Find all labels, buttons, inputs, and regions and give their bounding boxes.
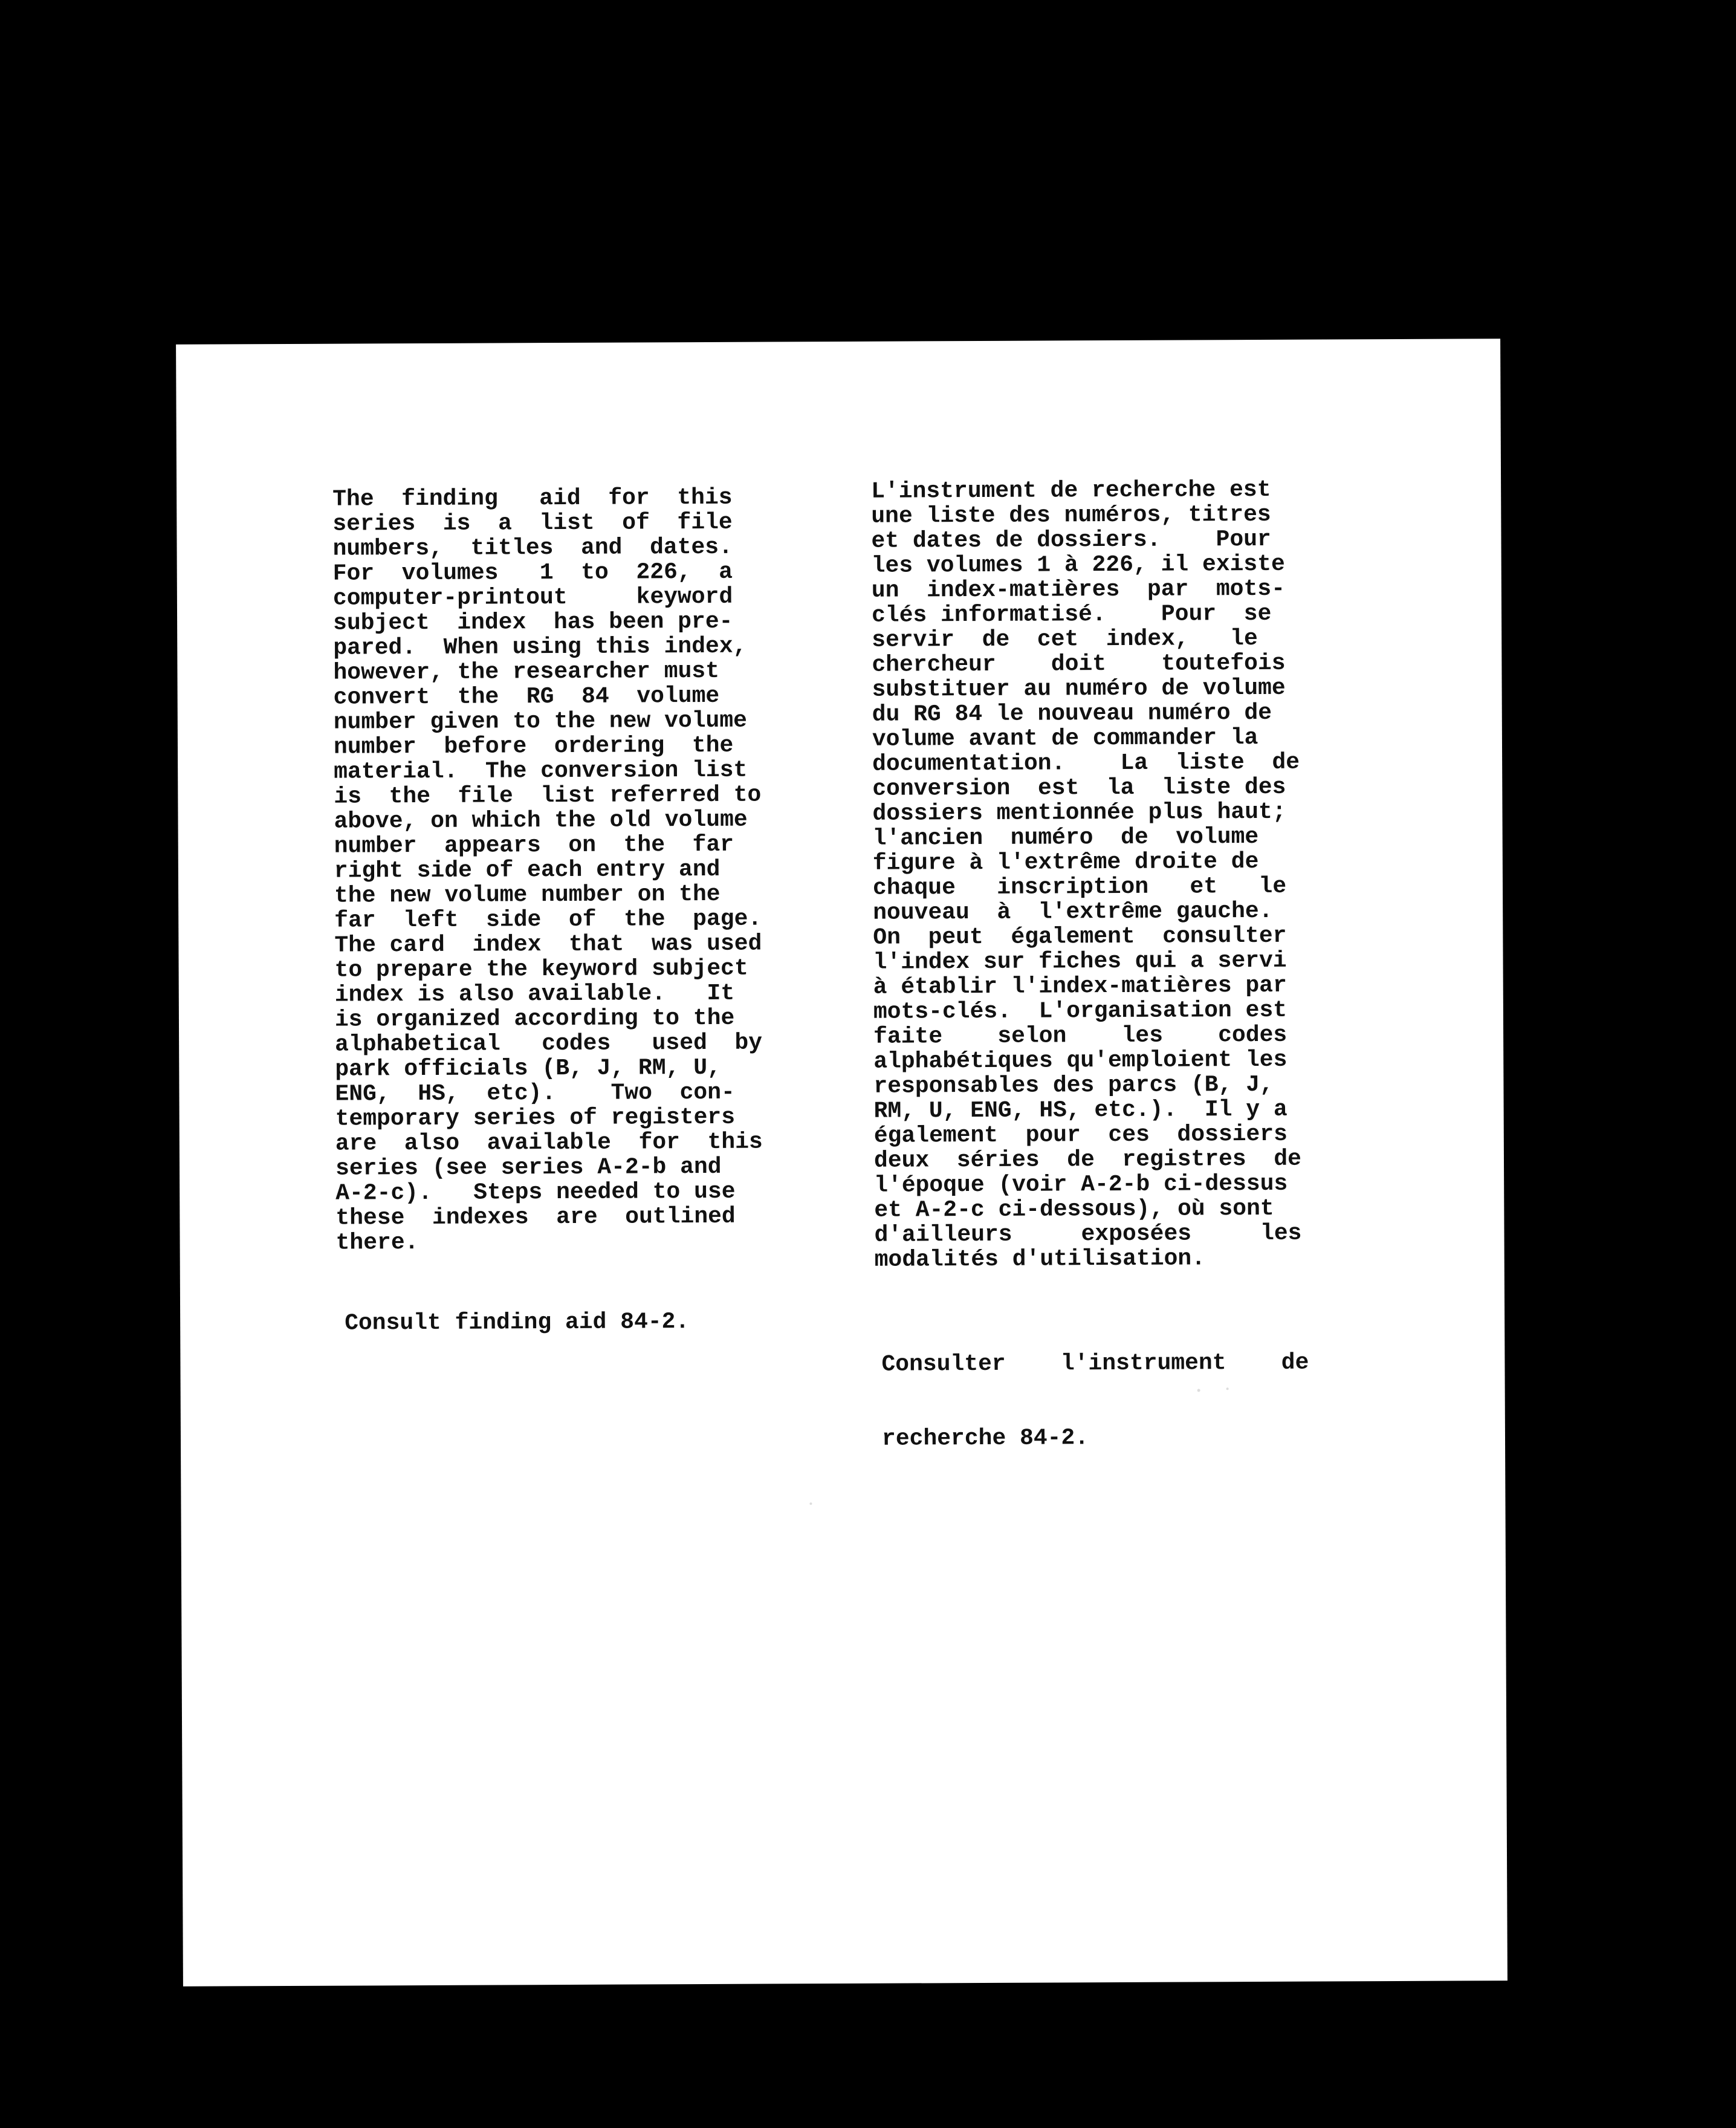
french-body-line: clés informatisé. Pour se (871, 600, 1272, 629)
english-body-line: alphabetical codes used by (335, 1030, 763, 1058)
french-body-line: modalités d'utilisation. (874, 1245, 1206, 1273)
french-body-line: et A-2-c ci-dessous), où sont (874, 1195, 1274, 1224)
english-body-line: to prepare the keyword subject (334, 955, 748, 984)
english-body-line: pared. When using this index, (333, 633, 747, 661)
french-body-line: les volumes 1 à 226, il existe (871, 551, 1285, 579)
english-body-line: number appears on the far (334, 831, 734, 860)
french-body-line: RM, U, ENG, HS, etc.). Il y a (873, 1096, 1287, 1124)
english-body-line: subject index has been pre- (333, 608, 733, 637)
french-column (871, 478, 1302, 1273)
dust-speck (1226, 1387, 1229, 1390)
english-body-line: series is a list of file (332, 509, 733, 537)
english-body-line: series (see series A-2-b and (335, 1153, 722, 1182)
french-body-line: substituer au numéro de volume (872, 675, 1286, 703)
french-body-line: l'ancien numéro de volume (872, 823, 1259, 852)
french-body-line: figure à l'extrême droite de (872, 848, 1259, 877)
french-body-line: On peut également consulter (873, 923, 1287, 951)
english-body-line: right side of each entry and (334, 856, 721, 884)
french-body-line: alphabétiques qu'emploient les (873, 1046, 1287, 1075)
english-body-line: these indexes are outlined (335, 1203, 736, 1231)
french-body-line: chaque inscription et le (872, 873, 1287, 901)
english-body-line: is organized according to the (334, 1005, 735, 1033)
english-body-line: there. (335, 1230, 419, 1256)
french-body-line: responsables des parcs (B, J, (873, 1071, 1274, 1100)
french-body-line: du RG 84 le nouveau numéro de (872, 699, 1272, 728)
french-body-line: d'ailleurs exposées les (874, 1220, 1302, 1248)
french-body-line: l'époque (voir A-2-b ci-dessus (874, 1170, 1288, 1199)
english-body-line: numbers, titles and dates. (332, 534, 733, 562)
dust-speck (1197, 1389, 1200, 1392)
french-body-line: chercheur doit toutefois (872, 650, 1286, 678)
french-body-line: une liste des numéros, titres (871, 501, 1271, 530)
english-body-line: For volumes 1 to 226, a (332, 559, 733, 587)
french-body-line: L'instrument de recherche est (871, 476, 1271, 505)
english-body-line: The finding aid for this (332, 484, 733, 513)
english-body-line: temporary series of registers (335, 1104, 736, 1132)
dust-speck (809, 1502, 812, 1505)
french-body-line: et dates de dossiers. Pour (871, 526, 1271, 554)
french-body-line: faite selon les codes (873, 1022, 1287, 1050)
english-consult-note: Consult finding aid 84-2. (345, 1309, 690, 1337)
english-body-line: above, on which the old volume (334, 806, 748, 835)
french-body-line: deux séries de registres de (873, 1146, 1301, 1174)
french-consult-note (881, 1301, 1309, 1501)
french-body-line: également pour ces dossiers (873, 1121, 1288, 1149)
english-body-line: are also available for this (335, 1129, 763, 1157)
english-body-line: however, the researcher must (333, 658, 720, 686)
english-body-line: The card index that was used (334, 930, 762, 959)
french-body-line: l'index sur fiches qui a servi (873, 947, 1287, 976)
english-body-line: is the file list referred to (334, 782, 762, 810)
english-body-line: the new volume number on the (334, 881, 721, 909)
french-body-line: mots-clés. L'organisation est (873, 997, 1287, 1025)
french-consult-line: recherche 84-2. (881, 1425, 1089, 1452)
document-page (176, 339, 1508, 1987)
french-body-line: volume avant de commander la (872, 724, 1258, 753)
english-body-line: park officials (B, J, RM, U, (335, 1054, 721, 1083)
french-body-line: conversion est la liste des (872, 774, 1286, 802)
french-body-line: nouveau à l'extrême gauche. (873, 898, 1273, 926)
french-body-line: servir de cet index, le (872, 625, 1258, 654)
english-body-line: A-2-c). Steps needed to use (335, 1178, 736, 1207)
english-body-line: convert the RG 84 volume (333, 683, 720, 711)
english-body-line: number given to the new volume (333, 707, 748, 736)
french-consult-line: Consulter l'instrument de (881, 1349, 1309, 1378)
english-body-line: index is also available. It (334, 980, 735, 1008)
english-column (332, 485, 763, 1256)
english-body-line: number before ordering the (333, 732, 734, 761)
french-body-line: un index-matières par mots- (871, 576, 1286, 604)
french-body-line: documentation. La liste de (872, 749, 1300, 777)
english-body-line: ENG, HS, etc). Two con- (335, 1079, 735, 1108)
french-body-line: dossiers mentionnée plus haut; (872, 799, 1286, 827)
english-body-line: computer-printout keyword (332, 583, 733, 612)
english-body-line: material. The conversion list (334, 757, 748, 785)
french-body-line: à établir l'index-matières par (873, 972, 1287, 1001)
english-body-line: far left side of the page. (334, 906, 762, 934)
